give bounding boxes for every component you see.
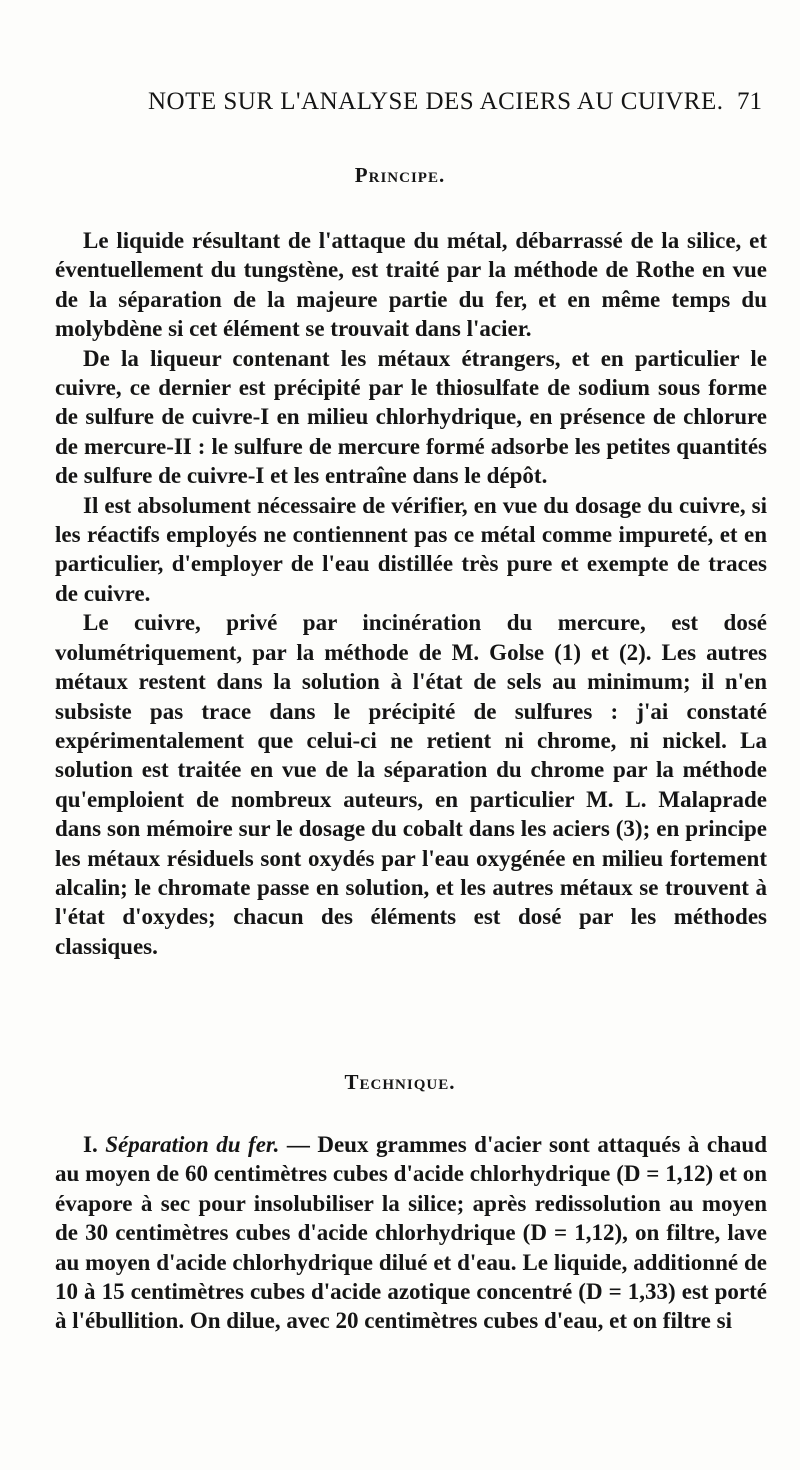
paragraph: De la liqueur contenant les métaux étrangers, et en particulier le cuivre, ce dernier est précipité par le thiosulfate de sodium sous forme de sulfure de cuivre-I en milieu chlorhydrique, en présence de chlorure de mercure-II : le sulfure de mercure formé adsorbe les petites quantités de sulfure de cuivre-I et les entraîne dans le dépôt. — [55, 345, 767, 489]
paragraph — [55, 1130, 767, 1336]
page-number: 71 — [737, 88, 762, 115]
paragraph-heading: Séparation du fer. — [105, 1132, 280, 1157]
section-title-principe: Principe. — [354, 163, 446, 187]
running-title: NOTE SUR L'ANALYSE DES ACIERS AU CUIVRE. — [148, 88, 724, 115]
paragraph-text: — Deux grammes d'acier sont attaqués à chaud au moyen de 60 centimètres cubes d'acide chlorhydrique (D = 1,12) et on évapore à sec pour insolubiliser la silice; après redissolution au moyen de 30 centimètres cubes d'acide chlorhydrique (D = 1,12), on filtre, lave au moyen d'acide chlorhydrique dilué et d'eau. Le liquide, additionné de 10 à 15 centimètres cubes d'acide azotique concentré (D = 1,33) est porté à l'ébullition. On dilue, avec 20 centimètres cubes d'eau, et on filtre si — [55, 1132, 768, 1334]
paragraph: Il est absolument nécessaire de vérifier, en vue du dosage du cuivre, si les réactifs employés ne contiennent pas ce métal comme impureté, et en particulier, d'employer de l'eau distillée très pure et exempte de traces de cuivre. — [55, 492, 767, 606]
principe-body — [55, 226, 767, 961]
paragraph: Le cuivre, privé par incinération du mercure, est dosé volumétriquement, par la méthode de M. Golse (1) et (2). Les autres métaux restent dans la solution à l'état de sels au minimum; il n'en subsiste pas trace dans le précipité de sulfures : j'ai constaté expérimentalement que celui-ci ne retient ni chrome, ni nickel. La solution est traitée en vue de la séparation du chrome par la méthode qu'emploient de nombreux auteurs, en particulier M. L. Malaprade dans son mémoire sur le dosage du cobalt dans les aciers (3); en principe les métaux résiduels sont oxydés par l'eau oxygénée en milieu fortement alcalin; le chromate passe en solution, et les autres métaux se trouvent à l'état d'oxydes; chacun des éléments est dosé par les méthodes classiques. — [55, 610, 767, 959]
running-header — [55, 88, 770, 122]
section-title-technique: Technique. — [344, 1070, 456, 1094]
paragraph: Le liquide résultant de l'attaque du métal, débarrassé de la silice, et éventuellement du tungstène, est traité par la méthode de Rothe en vue de la séparation de la majeure partie du fer, et en même temps du molybdène si cet élément se trouvait dans l'acier. — [55, 228, 767, 342]
technique-body — [55, 1130, 767, 1336]
paragraph-number: I. — [83, 1132, 106, 1157]
